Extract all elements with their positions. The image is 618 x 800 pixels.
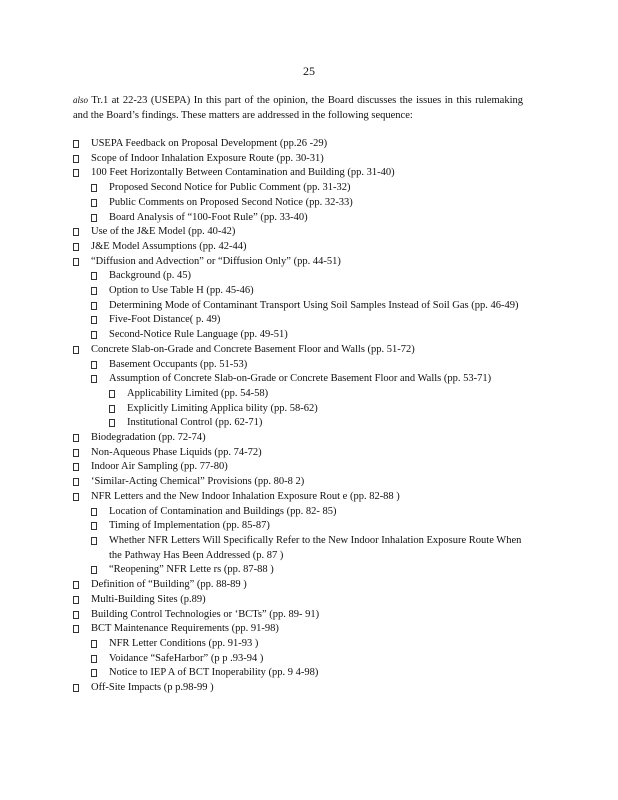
toc-item xyxy=(0,313,618,328)
toc-item-text: NFR Letter Conditions (pp. 91-93 ) xyxy=(109,637,259,649)
toc-item-text: Applicability Limited (pp. 54-58) xyxy=(127,387,269,399)
toc-item xyxy=(0,343,618,358)
toc-item xyxy=(0,372,529,387)
toc-item xyxy=(0,402,618,417)
toc-item xyxy=(0,490,618,505)
bullet-box-icon xyxy=(91,302,97,310)
bullet-box-icon xyxy=(91,640,97,648)
toc-item xyxy=(0,358,618,373)
toc-item-text: Basement Occupants (pp. 51-53) xyxy=(109,358,248,370)
toc-item-text: Building Control Technologies or ‘BCTs” (pp. 89- 91) xyxy=(91,608,320,620)
bullet-box-icon xyxy=(73,463,79,471)
toc-item-text: “Reopening” NFR Lette rs (pp. 87-88 ) xyxy=(109,564,274,576)
toc-item-text: USEPA Feedback on Proposal Development (pp.26 -29) xyxy=(91,138,328,149)
bullet-box-icon xyxy=(73,155,79,163)
toc-item-text: Explicitly Limiting Applica bility (pp. 58-62) xyxy=(127,402,318,414)
toc-item xyxy=(0,299,529,314)
toc-item-text: Determining Mode of Contaminant Transport Using Soil Samples Instead of Soil Gas (pp. 46-49) xyxy=(109,299,519,311)
bullet-box-icon xyxy=(91,669,97,677)
toc-item-text: Scope of Indoor Inhalation Exposure Route (pp. 30-31) xyxy=(91,152,324,164)
toc-item-text: Institutional Control (pp. 62-71) xyxy=(127,417,263,429)
toc-item-text: Background (p. 45) xyxy=(109,270,191,282)
bullet-box-icon xyxy=(73,611,79,619)
bullet-box-icon xyxy=(73,684,79,692)
toc-item-text: BCT Maintenance Requirements (pp. 91-98) xyxy=(91,623,279,635)
bullet-box-icon xyxy=(109,419,115,427)
bullet-box-icon xyxy=(91,655,97,663)
toc-item xyxy=(0,563,618,578)
toc-item xyxy=(0,196,618,211)
toc-item xyxy=(0,475,618,490)
toc-item xyxy=(0,255,618,270)
bullet-box-icon xyxy=(91,214,97,222)
table-of-contents xyxy=(0,137,618,696)
toc-item-text: Timing of Implementation (pp. 85-87) xyxy=(109,520,270,532)
bullet-box-icon xyxy=(91,331,97,339)
bullet-box-icon xyxy=(73,346,79,354)
toc-item xyxy=(0,269,618,284)
toc-item-text: Multi-Building Sites (p.89) xyxy=(91,593,206,605)
toc-item-text: Biodegradation (pp. 72-74) xyxy=(91,432,206,444)
page-number: 25 xyxy=(303,64,315,78)
toc-item-text: Proposed Second Notice for Public Comment (pp. 31-32) xyxy=(109,182,351,194)
bullet-box-icon xyxy=(73,243,79,251)
intro-text: Tr.1 at 22-23 (USEPA) In this part of the opinion, the Board discusses the issues in this rulemaking and the Board’s findings. These matters are addressed in the following sequence: xyxy=(73,95,523,121)
toc-item xyxy=(0,225,618,240)
toc-item-text: Concrete Slab-on-Grade and Concrete Basement Floor and Walls (pp. 51-72) xyxy=(91,343,415,355)
toc-item xyxy=(0,666,618,681)
toc-item xyxy=(0,460,618,475)
toc-item-text: Whether NFR Letters Will Specifically Refer to the New Indoor Inhalation Exposure Route When the Pathway Has Been Addressed (p. 87 ) xyxy=(109,534,522,561)
bullet-box-icon xyxy=(73,258,79,266)
bullet-box-icon xyxy=(73,596,79,604)
toc-item-text: Location of Contamination and Buildings (pp. 82- 85) xyxy=(109,505,337,517)
toc-item-text: Non-Aqueous Phase Liquids (pp. 74-72) xyxy=(91,446,262,458)
bullet-box-icon xyxy=(91,316,97,324)
bullet-box-icon xyxy=(91,272,97,280)
toc-item xyxy=(0,578,618,593)
toc-item-text: Indoor Air Sampling (pp. 77-80) xyxy=(91,461,228,473)
toc-item-text: Use of the J&E Model (pp. 40-42) xyxy=(91,226,236,238)
bullet-box-icon xyxy=(73,493,79,501)
bullet-box-icon xyxy=(91,361,97,369)
toc-item xyxy=(0,446,618,461)
bullet-box-icon xyxy=(73,581,79,589)
toc-item-text: J&E Model Assumptions (pp. 42-44) xyxy=(91,240,247,252)
toc-item xyxy=(0,387,618,402)
bullet-box-icon xyxy=(73,449,79,457)
toc-item-text: Off-Site Impacts (p p.98-99 ) xyxy=(91,682,214,694)
toc-item xyxy=(0,181,618,196)
toc-item xyxy=(0,328,618,343)
intro-prefix: also xyxy=(73,95,89,105)
toc-item xyxy=(0,137,618,152)
toc-item xyxy=(0,416,618,431)
toc-item-text: Voidance “SafeHarbor” (p p .93-94 ) xyxy=(109,652,264,664)
toc-item xyxy=(0,211,618,226)
bullet-box-icon xyxy=(91,522,97,530)
bullet-box-icon xyxy=(91,287,97,295)
toc-item-text: Notice to IEP A of BCT Inoperability (pp. 9 4-98) xyxy=(109,667,319,679)
toc-item xyxy=(0,622,618,637)
bullet-box-icon xyxy=(73,434,79,442)
toc-item xyxy=(0,166,618,181)
bullet-box-icon xyxy=(91,199,97,207)
toc-item xyxy=(0,534,529,563)
toc-item xyxy=(0,152,618,167)
toc-item-text: NFR Letters and the New Indoor Inhalation Exposure Rout e (pp. 82-88 ) xyxy=(91,490,400,502)
toc-item-text: “Diffusion and Advection” or “Diffusion Only” (pp. 44-51) xyxy=(91,255,341,267)
toc-item-text: ‘Similar-Acting Chemical” Provisions (pp. 80-8 2) xyxy=(91,476,305,488)
bullet-box-icon xyxy=(73,625,79,633)
intro-paragraph xyxy=(73,93,523,123)
toc-item-text: 100 Feet Horizontally Between Contamination and Building (pp. 31-40) xyxy=(91,167,395,179)
toc-item-text: Board Analysis of “100-Foot Rule” (pp. 33-40) xyxy=(109,211,308,223)
toc-item xyxy=(0,652,618,667)
bullet-box-icon xyxy=(73,169,79,177)
toc-item xyxy=(0,240,618,255)
toc-item xyxy=(0,505,618,520)
bullet-box-icon xyxy=(73,478,79,486)
toc-item-text: Assumption of Concrete Slab-on-Grade or Concrete Basement Floor and Walls (pp. 53-71) xyxy=(109,373,492,385)
toc-item-text: Five-Foot Distance( p. 49) xyxy=(109,314,221,326)
bullet-box-icon xyxy=(109,405,115,413)
toc-item xyxy=(0,608,618,623)
bullet-box-icon xyxy=(91,375,97,383)
toc-item-text: Option to Use Table H (pp. 45-46) xyxy=(109,285,254,297)
toc-item-text: Definition of “Building” (pp. 88-89 ) xyxy=(91,579,247,591)
bullet-box-icon xyxy=(91,508,97,516)
toc-item-text: Second-Notice Rule Language (pp. 49-51) xyxy=(109,329,288,341)
toc-item xyxy=(0,681,618,696)
bullet-box-icon xyxy=(73,228,79,236)
toc-item xyxy=(0,431,618,446)
toc-item-text: Public Comments on Proposed Second Notice (pp. 32-33) xyxy=(109,196,353,208)
toc-item xyxy=(0,519,618,534)
toc-item xyxy=(0,593,618,608)
toc-item xyxy=(0,637,618,652)
bullet-box-icon xyxy=(91,537,97,545)
bullet-box-icon xyxy=(109,390,115,398)
toc-item xyxy=(0,284,618,299)
bullet-box-icon xyxy=(73,140,79,148)
bullet-box-icon xyxy=(91,184,97,192)
bullet-box-icon xyxy=(91,566,97,574)
